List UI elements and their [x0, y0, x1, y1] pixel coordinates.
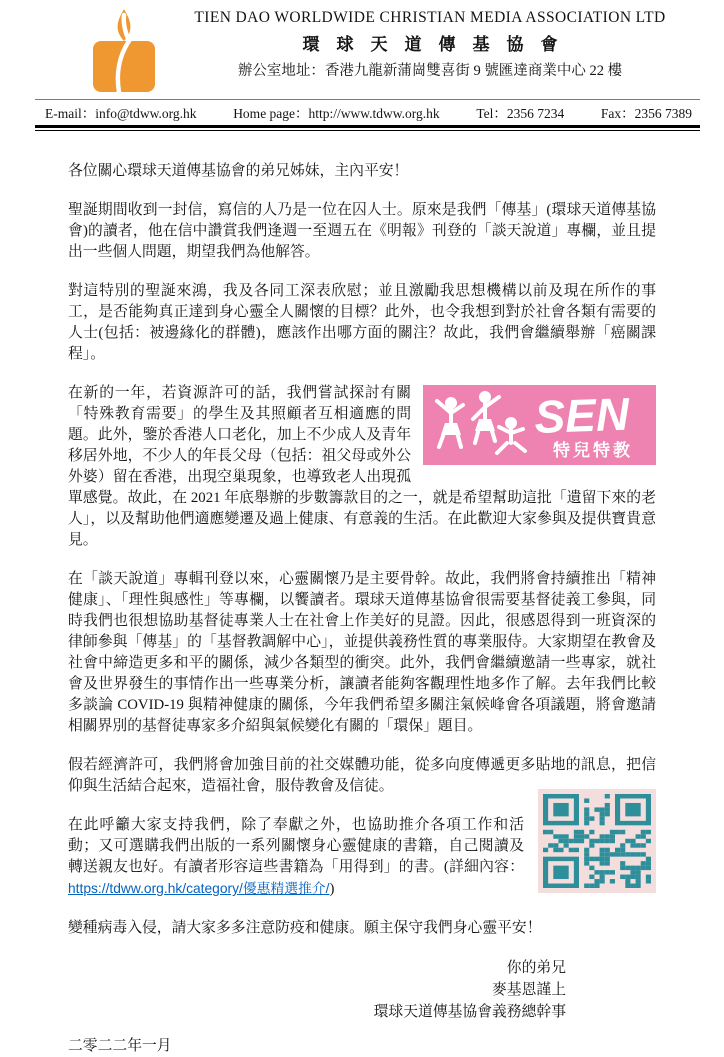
paragraph-virus-blessing: 變種病毒入侵，請大家多多注意防疫和健康。願主保守我們身心靈平安！: [68, 920, 542, 936]
salutation: 各位關心環球天道傳基協會的弟兄姊妹，主內平安！: [68, 163, 409, 179]
paragraph-social-media: 假若經濟許可，我們將會加強目前的社交媒體功能，從多向度傳遞更多貼地的訊息，把信仰與生活結合起來，造福社會，服侍教會及信徒。: [68, 757, 656, 794]
book-category-link[interactable]: https://tdww.org.hk/category/優惠精選推介/: [68, 881, 330, 896]
paragraph-support-appeal: [68, 815, 656, 900]
candle-logo-icon: [88, 8, 160, 96]
paragraph-prison-letter: 聖誕期間收到一封信，寫信的人乃是一位在囚人士。原來是我們「傳基」(環球天道傳基協會)的讀者，他在信中讚賞我們逢週一至週五在《明報》刊登的「談天說道」專欄，並且提出一些個人問題，期望我們為他解答。: [68, 202, 656, 260]
letterhead-text: [160, 9, 700, 80]
link-closing-paren: ): [329, 881, 335, 897]
paragraph-christmas-reflection: 對這特別的聖誕來鴻，我及各同工深表欣慰；並且激勵我思想機構以前及現在所作的事工，是否能夠真正達到身心靈全人關懷的目標？此外，也令我想到對於社會各類有需要的人士(包括：被邊緣化的群體)，應該作出哪方面的關注？故此，我們會繼續舉辦「癌關課程」。: [68, 283, 656, 362]
qr-code-graphic: [543, 794, 651, 888]
office-address: 辦公室地址：香港九龍新蒲崗雙喜街 9 號匯達商業中心 22 樓: [237, 63, 623, 79]
fax-label: Fax：2356 7389: [600, 106, 692, 121]
qr-code: [538, 789, 656, 893]
letterhead: [0, 0, 724, 95]
sen-banner-caption: 特兒特教: [553, 441, 633, 460]
sen-banner-word: SEN: [533, 387, 630, 443]
sen-banner-graphic: [423, 385, 656, 465]
sen-banner-image: [423, 385, 656, 465]
paragraph-sen-elderly-text: 在新的一年，若資源許可的話，我們嘗試探討有關「特殊教育需要」的學生及其照顧者互相適應的問題。此外，鑒於香港人口老化，加上不少成人及青年移居外地，不少人的年長父母（包括：祖父母或外公外婆）留在香港，出現空巢現象，也導致老人出現孤單感覺。故此，在 2021 年底舉辦的步數籌款目的之一，就是希望幫助這批「遺留下來的老人」，以及幫助他們適應變遷及過上健康、有意義的生活。在此歡迎大家參與及提供寶貴意見。: [68, 385, 656, 548]
letter-body: [0, 131, 724, 1057]
paragraph-support-appeal-text: 在此呼籲大家支持我們，除了奉獻之外，也協助推介各項工作和活動；又可選購我們出版的一系列關懷身心靈健康的書籍，自己閱讀及轉送親友也好。有讀者形容這些書籍為「用得到」的書。(詳細內容：: [68, 817, 524, 875]
org-name-english: TIEN DAO WORLDWIDE CHRISTIAN MEDIA ASSOCIATION LTD: [194, 9, 666, 26]
contact-row: [35, 100, 700, 125]
closing-block: [68, 957, 656, 1023]
tel-label: Tel：2356 7234: [476, 106, 565, 121]
email-label: E-mail：info@tdww.org.hk: [45, 106, 197, 121]
paragraph-column-ministry: 在「談天說道」專輯刊登以來，心靈關懷乃是主要骨幹。故此，我們將會持續推出「精神健康」、「理性與感性」等專欄，以饗讀者。環球天道傳基協會很需要基督徒義工參與，同時我們也很想協助基督徒專業人士在社會上作美好的見證。因此，很感恩得到一班資深的律師參與「傳基」的「基督教調解中心」，並提供義務性質的專業服侍。大家期望在教會及社會中締造更多和平的關係，減少各類型的衝突。此外，我們會繼續邀請一些專家，就社會及世界發生的事情作出一些專業分析，讓讀者能夠客觀理性地多作了解。去年我們比較多談論 COVID-19 與精神健康的關係，今年我們希望多關注氣候峰會各項議題，將會邀請相關界別的基督徒專家多介紹與氣候變化有關的「環保」題目。: [68, 571, 656, 734]
paragraph-sen-elderly: [68, 383, 656, 551]
date-line: 二零二二年一月: [68, 1038, 172, 1054]
closing-line-title: 環球天道傳基協會義務總幹事: [373, 1004, 566, 1020]
closing-line-signature: 麥基恩謹上: [492, 982, 566, 998]
closing-line-brother: 你的弟兄: [506, 960, 566, 976]
org-name-chinese: 環球天道傳基協會: [302, 35, 575, 54]
homepage-label: Home page：http://www.tdww.org.hk: [233, 106, 440, 121]
